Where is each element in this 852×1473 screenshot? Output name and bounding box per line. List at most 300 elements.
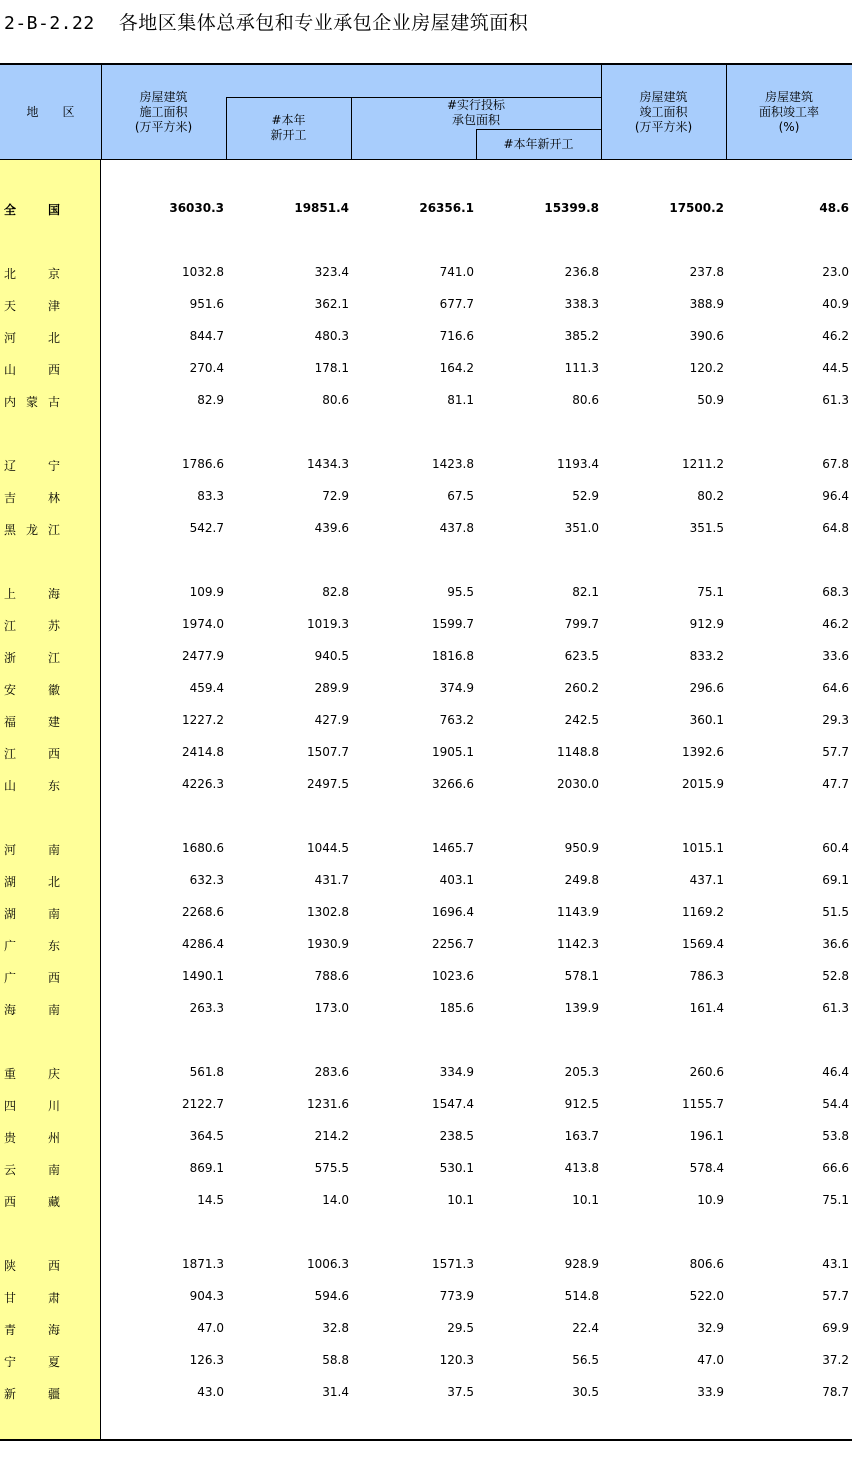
table-cell: 270.4 <box>189 361 224 375</box>
region-name-char: 建 <box>47 715 60 729</box>
table-cell: 364.5 <box>189 1129 224 1143</box>
table-cell: 806.6 <box>689 1257 724 1271</box>
table-cell: 1786.6 <box>182 457 224 471</box>
region-name <box>4 1161 60 1178</box>
table-cell: 338.3 <box>564 297 599 311</box>
region-name-char: 新 <box>4 1387 17 1401</box>
table-cell: 1547.4 <box>432 1097 474 1111</box>
table-cell: 623.5 <box>564 649 599 663</box>
table-row <box>0 519 852 539</box>
divider <box>226 97 601 98</box>
region-name-char: 北 <box>47 875 60 889</box>
region-name-char: 宁 <box>47 459 60 473</box>
table-cell: 109.9 <box>189 585 224 599</box>
table-cell: 69.9 <box>822 1321 849 1335</box>
region-name-char: 江 <box>47 523 60 537</box>
region-name-char: 徽 <box>47 683 60 697</box>
region-name <box>4 1193 60 1210</box>
table-title: 各地区集体总承包和专业承包企业房屋建筑面积 <box>118 12 529 34</box>
table-row <box>0 455 852 475</box>
table-row <box>0 679 852 699</box>
table-cell: 788.6 <box>314 969 349 983</box>
table-cell: 14.0 <box>322 1193 349 1207</box>
region-name-char: 西 <box>47 1259 60 1273</box>
region-name-char: 古 <box>47 395 60 409</box>
region-name <box>4 1065 60 1082</box>
table-cell: 263.3 <box>189 1001 224 1015</box>
table-cell: 351.5 <box>689 521 724 535</box>
table-cell: 52.8 <box>822 969 849 983</box>
region-name <box>4 297 60 314</box>
table-cell: 33.6 <box>822 649 849 663</box>
region-name-char: 贵 <box>4 1131 17 1145</box>
region-name-char: 辽 <box>4 459 17 473</box>
region-name-char: 黑 <box>4 523 17 537</box>
table-cell: 48.6 <box>819 201 849 215</box>
header-area-under-construction: 房屋建筑 施工面积 (万平方米) <box>134 89 193 134</box>
table-cell: 196.1 <box>689 1129 724 1143</box>
table-row <box>0 391 852 411</box>
table-row <box>0 615 852 635</box>
header-bid-contract: #实行投标 承包面积 <box>446 98 506 127</box>
region-name-char: 蒙 <box>25 395 38 409</box>
table-cell: 413.8 <box>564 1161 599 1175</box>
table-cell: 2477.9 <box>182 649 224 663</box>
table-cell: 37.5 <box>447 1385 474 1399</box>
table-cell: 54.4 <box>822 1097 849 1111</box>
table-row <box>0 1159 852 1179</box>
region-name-char: 西 <box>47 971 60 985</box>
table-cell: 773.9 <box>439 1289 474 1303</box>
table-cell: 46.2 <box>822 329 849 343</box>
table-cell: 1816.8 <box>432 649 474 663</box>
region-name <box>4 265 60 282</box>
region-name-char: 南 <box>47 1003 60 1017</box>
region-name <box>4 329 60 346</box>
table-cell: 50.9 <box>697 393 724 407</box>
table-cell: 951.6 <box>189 297 224 311</box>
region-name-char: 西 <box>4 1195 17 1209</box>
region-name-char: 青 <box>4 1323 17 1337</box>
table-cell: 82.1 <box>572 585 599 599</box>
table-cell: 67.5 <box>447 489 474 503</box>
table-cell: 46.2 <box>822 617 849 631</box>
table-cell: 1006.3 <box>307 1257 349 1271</box>
region-name-char: 内 <box>4 395 17 409</box>
table-cell: 763.2 <box>439 713 474 727</box>
table-cell: 57.7 <box>822 1289 849 1303</box>
table-cell: 47.0 <box>697 1353 724 1367</box>
table-cell: 1155.7 <box>682 1097 724 1111</box>
table-cell: 334.9 <box>439 1065 474 1079</box>
region-name <box>4 393 60 410</box>
table-cell: 427.9 <box>314 713 349 727</box>
table-cell: 374.9 <box>439 681 474 695</box>
table-row <box>0 1255 852 1275</box>
region-name-char: 陕 <box>4 1259 17 1273</box>
region-name <box>4 617 60 634</box>
header-new-start: #本年 新开工 <box>270 113 307 142</box>
table-cell: 164.2 <box>439 361 474 375</box>
header-bid-new-start: #本年新开工 <box>503 136 574 151</box>
table-cell: 61.3 <box>822 393 849 407</box>
region-name <box>4 1289 60 1306</box>
table-cell: 178.1 <box>314 361 349 375</box>
table-cell: 869.1 <box>189 1161 224 1175</box>
table-cell: 36030.3 <box>169 201 224 215</box>
table-cell: 53.8 <box>822 1129 849 1143</box>
region-name-char: 北 <box>47 331 60 345</box>
region-name <box>4 361 60 378</box>
table-cell: 2268.6 <box>182 905 224 919</box>
table-cell: 1680.6 <box>182 841 224 855</box>
table-cell: 236.8 <box>564 265 599 279</box>
table-cell: 238.5 <box>439 1129 474 1143</box>
table-cell: 1019.3 <box>307 617 349 631</box>
table-cell: 1930.9 <box>307 937 349 951</box>
region-name <box>4 1257 60 1274</box>
table-cell: 542.7 <box>189 521 224 535</box>
table-cell: 1569.4 <box>682 937 724 951</box>
table-cell: 1193.4 <box>557 457 599 471</box>
table-cell: 388.9 <box>689 297 724 311</box>
table-cell: 575.5 <box>314 1161 349 1175</box>
data-table <box>0 63 852 1443</box>
divider <box>351 97 352 160</box>
table-cell: 37.2 <box>822 1353 849 1367</box>
region-name-char: 西 <box>47 747 60 761</box>
table-row <box>0 1063 852 1083</box>
region-name-char: 湖 <box>4 875 17 889</box>
region-name-char: 云 <box>4 1163 17 1177</box>
table-cell: 51.5 <box>822 905 849 919</box>
header-completed-area: 房屋建筑 竣工面积 (万平方米) <box>634 89 693 134</box>
table-cell: 96.4 <box>822 489 849 503</box>
table-header <box>0 63 852 160</box>
table-cell: 1434.3 <box>307 457 349 471</box>
table-cell: 64.6 <box>822 681 849 695</box>
table-cell: 385.2 <box>564 329 599 343</box>
region-name-char: 广 <box>4 939 17 953</box>
table-cell: 1023.6 <box>432 969 474 983</box>
table-cell: 2015.9 <box>682 777 724 791</box>
table-cell: 173.0 <box>314 1001 349 1015</box>
table-code: 2-B-2.22 <box>4 13 95 34</box>
region-name <box>4 489 60 506</box>
table-cell: 80.6 <box>572 393 599 407</box>
table-cell: 111.3 <box>564 361 599 375</box>
table-cell: 68.3 <box>822 585 849 599</box>
table-cell: 1142.3 <box>557 937 599 951</box>
table-cell: 78.7 <box>822 1385 849 1399</box>
table-cell: 69.1 <box>822 873 849 887</box>
region-name-char: 浙 <box>4 651 17 665</box>
table-cell: 82.9 <box>197 393 224 407</box>
table-cell: 58.8 <box>322 1353 349 1367</box>
table-cell: 56.5 <box>572 1353 599 1367</box>
region-name-char: 上 <box>4 587 17 601</box>
table-row <box>0 839 852 859</box>
table-cell: 431.7 <box>314 873 349 887</box>
region-name <box>4 1385 60 1402</box>
table-cell: 33.9 <box>697 1385 724 1399</box>
table-cell: 81.1 <box>447 393 474 407</box>
table-row <box>0 1127 852 1147</box>
table-cell: 904.3 <box>189 1289 224 1303</box>
table-cell: 23.0 <box>822 265 849 279</box>
region-name-char: 川 <box>47 1099 60 1113</box>
table-cell: 185.6 <box>439 1001 474 1015</box>
table-cell: 29.5 <box>447 1321 474 1335</box>
table-cell: 1490.1 <box>182 969 224 983</box>
table-row <box>0 647 852 667</box>
table-cell: 120.2 <box>689 361 724 375</box>
table-cell: 10.1 <box>572 1193 599 1207</box>
region-name <box>4 1321 60 1338</box>
region-name-char: 林 <box>47 491 60 505</box>
region-name <box>4 1097 60 1114</box>
table-cell: 44.5 <box>822 361 849 375</box>
divider <box>226 97 227 160</box>
region-name-char: 夏 <box>47 1355 60 1369</box>
table-cell: 950.9 <box>564 841 599 855</box>
table-cell: 514.8 <box>564 1289 599 1303</box>
table-cell: 522.0 <box>689 1289 724 1303</box>
table-cell: 30.5 <box>572 1385 599 1399</box>
table-cell: 19851.4 <box>294 201 349 215</box>
table-cell: 43.0 <box>197 1385 224 1399</box>
table-cell: 2497.5 <box>307 777 349 791</box>
table-cell: 205.3 <box>564 1065 599 1079</box>
table-cell: 36.6 <box>822 937 849 951</box>
table-cell: 360.1 <box>689 713 724 727</box>
table-cell: 289.9 <box>314 681 349 695</box>
region-name-char: 江 <box>47 651 60 665</box>
region-name-char: 疆 <box>47 1387 60 1401</box>
table-cell: 214.2 <box>314 1129 349 1143</box>
table-row <box>0 1319 852 1339</box>
region-name <box>4 585 60 602</box>
region-name-char: 江 <box>4 747 17 761</box>
table-cell: 32.8 <box>322 1321 349 1335</box>
table-bottom-border <box>0 1439 852 1441</box>
table-cell: 4226.3 <box>182 777 224 791</box>
table-cell: 844.7 <box>189 329 224 343</box>
table-cell: 80.6 <box>322 393 349 407</box>
table-row <box>0 999 852 1019</box>
table-cell: 64.8 <box>822 521 849 535</box>
region-name-char: 湖 <box>4 907 17 921</box>
table-cell: 1465.7 <box>432 841 474 855</box>
table-cell: 249.8 <box>564 873 599 887</box>
divider <box>101 65 102 160</box>
table-cell: 66.6 <box>822 1161 849 1175</box>
table-cell: 52.9 <box>572 489 599 503</box>
table-cell: 10.9 <box>697 1193 724 1207</box>
table-cell: 242.5 <box>564 713 599 727</box>
region-name-char: 天 <box>4 299 17 313</box>
region-name-char: 东 <box>47 939 60 953</box>
table-cell: 22.4 <box>572 1321 599 1335</box>
region-name-char: 州 <box>47 1131 60 1145</box>
table-cell: 80.2 <box>697 489 724 503</box>
region-name-char: 南 <box>47 1163 60 1177</box>
region-name-char: 河 <box>4 331 17 345</box>
table-row <box>0 775 852 795</box>
region-name-char: 北 <box>4 267 17 281</box>
table-cell: 1423.8 <box>432 457 474 471</box>
region-name <box>4 521 60 538</box>
region-name <box>4 873 60 890</box>
table-row <box>0 1287 852 1307</box>
table-cell: 75.1 <box>822 1193 849 1207</box>
table-cell: 161.4 <box>689 1001 724 1015</box>
table-cell: 833.2 <box>689 649 724 663</box>
table-cell: 594.6 <box>314 1289 349 1303</box>
region-name-char: 吉 <box>4 491 17 505</box>
table-cell: 439.6 <box>314 521 349 535</box>
divider <box>476 129 601 130</box>
table-cell: 1015.1 <box>682 841 724 855</box>
region-name <box>4 201 60 218</box>
table-cell: 3266.6 <box>432 777 474 791</box>
table-cell: 578.4 <box>689 1161 724 1175</box>
table-cell: 60.4 <box>822 841 849 855</box>
region-name-char: 津 <box>47 299 60 313</box>
table-cell: 95.5 <box>447 585 474 599</box>
table-cell: 1227.2 <box>182 713 224 727</box>
region-name-char: 南 <box>47 907 60 921</box>
region-name-char: 河 <box>4 843 17 857</box>
table-cell: 1392.6 <box>682 745 724 759</box>
table-cell: 1507.7 <box>307 745 349 759</box>
table-cell: 14.5 <box>197 1193 224 1207</box>
region-name-char: 西 <box>47 363 60 377</box>
table-cell: 296.6 <box>689 681 724 695</box>
table-cell: 1032.8 <box>182 265 224 279</box>
table-cell: 1143.9 <box>557 905 599 919</box>
table-cell: 26356.1 <box>419 201 474 215</box>
table-row <box>0 903 852 923</box>
table-cell: 260.2 <box>564 681 599 695</box>
region-name-char: 苏 <box>47 619 60 633</box>
table-cell: 1211.2 <box>682 457 724 471</box>
table-cell: 928.9 <box>564 1257 599 1271</box>
table-cell: 912.9 <box>689 617 724 631</box>
region-name <box>4 905 60 922</box>
table-cell: 480.3 <box>314 329 349 343</box>
table-cell: 75.1 <box>697 585 724 599</box>
table-cell: 561.8 <box>189 1065 224 1079</box>
table-cell: 67.8 <box>822 457 849 471</box>
region-name-char: 东 <box>47 779 60 793</box>
table-cell: 139.9 <box>564 1001 599 1015</box>
table-row <box>0 295 852 315</box>
region-name-char: 藏 <box>47 1195 60 1209</box>
table-cell: 2030.0 <box>557 777 599 791</box>
region-name-char: 山 <box>4 779 17 793</box>
national-row <box>0 199 852 219</box>
table-cell: 1571.3 <box>432 1257 474 1271</box>
table-cell: 82.8 <box>322 585 349 599</box>
region-name-char: 重 <box>4 1067 17 1081</box>
table-cell: 1169.2 <box>682 905 724 919</box>
table-cell: 940.5 <box>314 649 349 663</box>
table-cell: 578.1 <box>564 969 599 983</box>
header-completion-rate: 房屋建筑 面积竣工率 (%) <box>758 89 819 134</box>
table-cell: 459.4 <box>189 681 224 695</box>
table-cell: 799.7 <box>564 617 599 631</box>
table-cell: 120.3 <box>439 1353 474 1367</box>
table-cell: 1302.8 <box>307 905 349 919</box>
table-cell: 716.6 <box>439 329 474 343</box>
table-cell: 15399.8 <box>544 201 599 215</box>
table-cell: 1871.3 <box>182 1257 224 1271</box>
table-row <box>0 743 852 763</box>
region-name <box>4 745 60 762</box>
region-name-char: 甘 <box>4 1291 17 1305</box>
table-cell: 1231.6 <box>307 1097 349 1111</box>
table-row <box>0 1191 852 1211</box>
table-cell: 2414.8 <box>182 745 224 759</box>
table-cell: 83.3 <box>197 489 224 503</box>
region-column <box>0 160 101 1439</box>
region-name <box>4 1353 60 1370</box>
table-cell: 32.9 <box>697 1321 724 1335</box>
table-row <box>0 711 852 731</box>
divider <box>476 129 477 160</box>
divider <box>726 65 727 160</box>
table-row <box>0 1351 852 1371</box>
region-name-char: 安 <box>4 683 17 697</box>
region-name-char: 山 <box>4 363 17 377</box>
table-cell: 163.7 <box>564 1129 599 1143</box>
table-cell: 437.1 <box>689 873 724 887</box>
table-cell: 61.3 <box>822 1001 849 1015</box>
region-name <box>4 681 60 698</box>
region-name-char: 广 <box>4 971 17 985</box>
table-cell: 1696.4 <box>432 905 474 919</box>
region-name <box>4 457 60 474</box>
table-cell: 47.0 <box>197 1321 224 1335</box>
table-cell: 57.7 <box>822 745 849 759</box>
table-row <box>0 967 852 987</box>
table-cell: 362.1 <box>314 297 349 311</box>
region-name <box>4 937 60 954</box>
page-title <box>4 8 528 35</box>
region-name-char: 肃 <box>47 1291 60 1305</box>
table-row <box>0 263 852 283</box>
table-cell: 2122.7 <box>182 1097 224 1111</box>
table-cell: 390.6 <box>689 329 724 343</box>
table-cell: 1599.7 <box>432 617 474 631</box>
region-name-char: 庆 <box>47 1067 60 1081</box>
table-cell: 351.0 <box>564 521 599 535</box>
table-cell: 126.3 <box>189 1353 224 1367</box>
region-name <box>4 649 60 666</box>
table-row <box>0 935 852 955</box>
region-name <box>4 777 60 794</box>
table-cell: 530.1 <box>439 1161 474 1175</box>
region-name <box>4 841 60 858</box>
region-name <box>4 1129 60 1146</box>
table-cell: 912.5 <box>564 1097 599 1111</box>
region-name-char: 宁 <box>4 1355 17 1369</box>
header-region: 地 区 <box>26 104 75 119</box>
table-cell: 260.6 <box>689 1065 724 1079</box>
table-cell: 741.0 <box>439 265 474 279</box>
table-cell: 4286.4 <box>182 937 224 951</box>
